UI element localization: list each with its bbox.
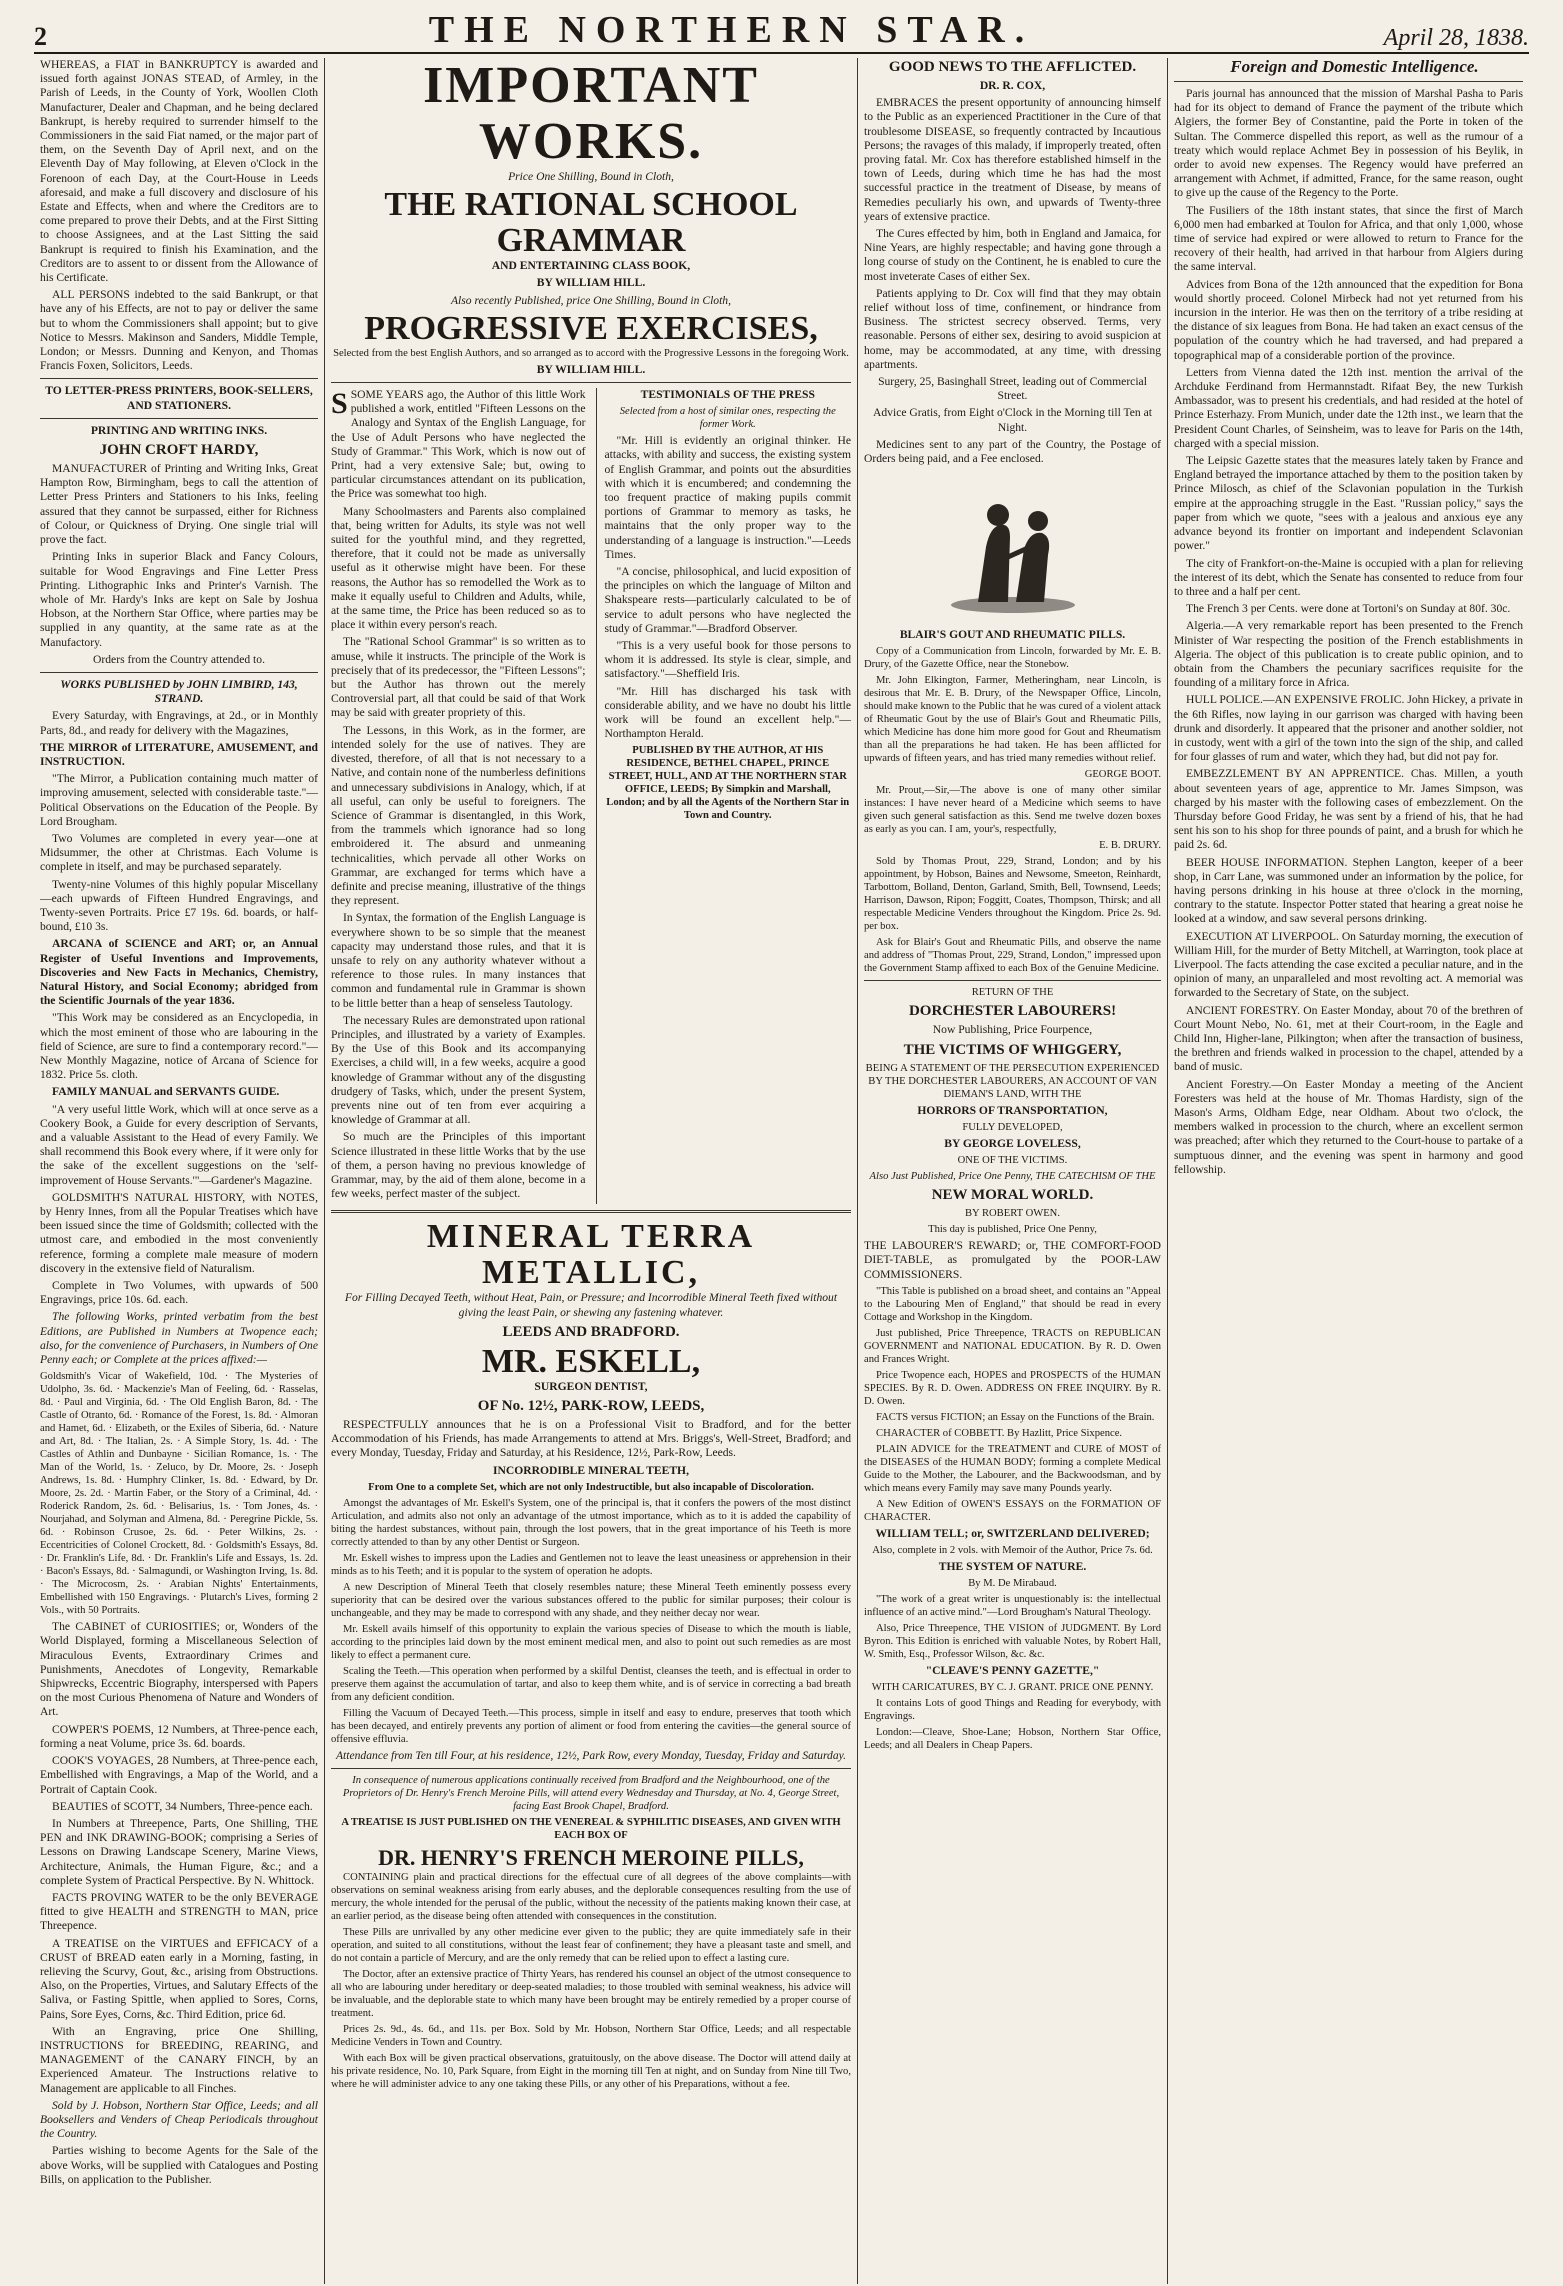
- hill-text-7: So much are the Principles of this important Science illustrated in these little Works that by the use of them, a person having no previous knowledge of Grammar, may, by the aid of them alone, become in a few weeks, perfect master of the subject.: [331, 1130, 586, 1201]
- labourers-pre: This day is published, Price One Penny,: [928, 1224, 1097, 1236]
- foreign-text-6: The city of Frankfort-on-the-Maine is occupied with a plan for relieving the interest of its debt, which the Senate has consented to reduce from four to three and a half per cent.: [1174, 556, 1523, 598]
- goldsmith-text-2: Complete in Two Volumes, with upwards of 500 Engravings, price 10s. 6d. each.: [40, 1279, 318, 1307]
- loveless-sub: ONE OF THE VICTIMS.: [957, 1155, 1068, 1167]
- beer-house: [1174, 856, 1523, 927]
- divider: [331, 382, 851, 383]
- labourers-text: "This Table is published on a broad sheet, and contains an "Appeal to the Labouring Men of England," that should be read in every Cottage and Workshop in the Kingdom.: [864, 1285, 1161, 1323]
- owen-essays: A New Edition of OWEN'S ESSAYS on the FORMATION OF CHARACTER.: [864, 1498, 1161, 1523]
- eskell-text-6: Scaling the Teeth.—This operation when performed by a skilful Dentist, cleanses the teeth, and is effectual in order to preserve them against the accumulation of tartar, and also to keep them white, and is of service in correcting a bad breath from any deficient condition.: [331, 1665, 851, 1703]
- mirror-title: THE MIRROR of LITERATURE, AMUSEMENT, and INSTRUCTION.: [40, 740, 318, 768]
- cleave-title: "CLEAVE'S PENNY GAZETTE,": [925, 1664, 1100, 1678]
- issue-date: April 28, 1838.: [1383, 25, 1529, 51]
- tracts-text: Just published, Price Threepence, TRACTS on REPUBLICAN GOVERNMENT and NATIONAL EDUCATION. By R. D. Owen and Frances Wright.: [864, 1327, 1161, 1365]
- dorchester-heading: DORCHESTER LABOURERS!: [908, 1003, 1117, 1020]
- henry-title: DR. HENRY'S FRENCH MEROINE PILLS,: [378, 1845, 804, 1871]
- cook-text: COOK'S VOYAGES, 28 Numbers, at Three-pence each, Embellished with Engravings, a Map of the World, and a Portrait of Captain Cook.: [40, 1754, 318, 1796]
- hopes-text: Price Twopence each, HOPES and PROSPECTS of the HUMAN SPECIES. By R. D. Owen. ADDRESS ON FREE INQUIRY. By R. D. Owen.: [864, 1369, 1161, 1407]
- cowper-text: COWPER'S POEMS, 12 Numbers, at Three-pence each, forming a neat Volume, price 3s. 6d. boards.: [40, 1722, 318, 1750]
- mirror-text-2: Two Volumes are completed in every year—one at Midsummer, the other at Christmas. Each Volume is complete in itself, and may be purchased separately.: [40, 831, 318, 874]
- list-intro: The following Works, printed verbatim from the best Editions, are Published in Numbers at Twopence each; also, for the convenience of Purchasers, in Numbers of One Penny each; or Complete at the prices affixed:—: [40, 1310, 318, 1367]
- blair-heading: BLAIR'S GOUT AND RHEUMATIC PILLS.: [899, 628, 1126, 642]
- ancient-heading: ANCIENT FORESTRY.: [1186, 1003, 1300, 1017]
- treatise-text: A TREATISE on the VIRTUES and EFFICACY of a CRUST of BREAD eaten early in a Morning, fasting, in relieving the Scurvy, Gout, &c., arising from Obstructions. Also, on the Properties, Virtues, and Salutary Effects of the Saliva, or Fasting Spittle, when applied to Sores, Corns, Pains, Sore Eyes, Corns, &c. Third Edition, price 6d.: [40, 1936, 318, 2021]
- divider: [40, 418, 318, 419]
- important-works-heading: IMPORTANT WORKS.: [423, 58, 759, 170]
- cox-address: Surgery, 25, Basinghall Street, leading out of Commercial Street.: [878, 375, 1147, 403]
- divider: [1174, 81, 1523, 82]
- owen-name: BY ROBERT OWEN.: [964, 1208, 1060, 1220]
- hill-two-column: [331, 388, 851, 1204]
- cox-text-2: The Cures effected by him, both in England and Jamaica, for Nine Years, are highly respectable; and having gone through a long course of study on the Continent, he is enabled to cure the most inveterate Cases of either Sex.: [864, 227, 1161, 283]
- hill-text-1: SSOME YEARS ago, the Author of this little Work published a work, entitled "Fifteen Lessons on the Analogy and Syntax of the English Language, for the Use of Adult Persons who have neglected the Study of Grammar." This Work, which is now out of Print, had a very extensive Sale; but, owing to particular circumstances attendant on its publication, the Price was somewhat too high.: [331, 387, 586, 501]
- illustration-engraving: [884, 472, 1141, 622]
- columns: [34, 58, 1529, 2284]
- published-by: PUBLISHED BY THE AUTHOR, AT HIS RESIDENCE, BETHEL CHAPEL, PRINCE STREET, HULL, AND AT THE NORTHERN STAR OFFICE, LEEDS; By Simpkin and Marshall, London; and by all the Agents of the Northern Star in Town and Country.: [606, 745, 850, 822]
- mineral-sub: For Filling Decayed Teeth, without Heat, Pain, or Pressure; and Incorrodible Mineral Teeth fixed without giving the least Pain, or shewing any fastening whatever.: [344, 1291, 838, 1319]
- column-2: [324, 58, 857, 2284]
- canary-text: With an Engraving, price One Shilling, INSTRUCTIONS for BREEDING, REARING, and MANAGEMENT of the CANARY FINCH, by an Experienced Amateur. The Instructions relative to Management are applicable to all Finches.: [40, 2024, 318, 2095]
- testimonials-sub: Selected from a host of similar ones, respecting the former Work.: [619, 406, 836, 431]
- system-text: "The work of a great writer is unquestionably is: the intellectual influence of an active mind."—Lord Brougham's Natural Theology.: [864, 1594, 1161, 1619]
- cobbett-text: CHARACTER of COBBETT. By Hazlitt, Price Sixpence.: [876, 1427, 1123, 1439]
- henry-text-4: Prices 2s. 9d., 4s. 6d., and 11s. per Box. Sold by Mr. Hobson, Northern Star Office, Leeds; and all respectable Medicine Venders in Town and Country.: [331, 2024, 851, 2049]
- leeds-bradford: LEEDS AND BRADFORD.: [502, 1323, 680, 1340]
- eskell-text-2: Amongst the advantages of Mr. Eskell's System, one of the principal is, that it confers the powers of the most distinct Articulation, and admits also not only an advantage of the utmost importance, which as to it is added the capability of biting the hardest substances, without pain, through the lost powers, that in the great importance of his Teeth is more correctly attended to than by any other Dentist or Surgeon.: [331, 1497, 851, 1548]
- foreign-text-2: The Fusiliers of the 18th instant states, that since the first of March 6,000 men had embarked at Toulon for Africa, and that only 1,000, whose time of service had expired or were allowed to return to France for the recovery of their health, had arrived in that harbour from Algiers during the same interval.: [1174, 203, 1523, 274]
- blair-sig: GEORGE BOOT.: [1084, 769, 1161, 781]
- good-news-heading: GOOD NEWS TO THE AFFLICTED.: [888, 59, 1137, 75]
- author-1: BY WILLIAM HILL.: [536, 276, 646, 290]
- labourers-title: THE LABOURER'S REWARD; or, THE COMFORT-FOOD DIET-TABLE, as promulgated by the POOR-LAW COMMISSIONERS.: [864, 1239, 1161, 1281]
- exercises-price: Also recently Published, price One Shilling, Bound in Cloth,: [450, 293, 732, 307]
- system-title: THE SYSTEM OF NATURE.: [938, 1559, 1087, 1573]
- hull-police: [1174, 693, 1523, 764]
- embezzlement: [1174, 767, 1523, 852]
- hill-text-4: The Lessons, in this Work, as in the former, are intended solely for the use of natives. They are divested, therefore, of all that is not necessary to a Native, and contain none of the numberless definitions and unnecessary subdivisions in Analogy, which, if at all useful, can only be useful to foreigners. The Science of Grammar is disentangled, in this Work, from the trammels which ignorance had so long embroidered it. The absurd and unmeaning technicalities, which pervade all other Works on Grammar, are exchanged for terms which have a definite and precise meaning, illustrative of the things they represent.: [331, 723, 586, 908]
- foreign-text-3: Advices from Bona of the 12th announced that the expedition for Bona would shortly proceed. Colonel Mirbeck had not yet returned from his incursion in the interior. He was then on the territory of a tribe residing at the distance of six leagues from Bona. He had taken an exact census of the population of the country which he had traversed, and had prepared a topographical map of a considerable portion of the province.: [1174, 277, 1523, 362]
- hill-text-2: Many Schoolmasters and Parents also complained that, being written for Adults, its style was not well suited for the youthful mind, and they regretted, therefore, that it could not be made as universally useful as it otherwise might have been. For these reasons, the Author has so remodelled the Work as to make it equally useful to Children and Adults, while, at the same time, the Price has been reduced so as to place it within every person's reach.: [331, 504, 586, 632]
- embezzle-heading: EMBEZZLEMENT BY AN APPRENTICE.: [1186, 767, 1405, 781]
- hardy-text: MANUFACTURER of Printing and Writing Inks, Great Hampton Row, Birmingham, begs to call the attention of Letter Press Printers and Stationers to his Inks, feeling assured that they cannot be surpassed, either for Richness of Colour, or Quickness of Drying. One single trial will prove the fact.: [40, 462, 318, 547]
- ancient-text: On Easter Monday, about 70 of the brethren of Court Mount Nebo, No. 61, met at their Court-room, in the Eagle and Child Inn, Higher-lane, Pilkington; when after the transaction of business, the brethren and friends walked in procession to the chapel, attended by a band of music.: [1174, 1003, 1523, 1074]
- hull-heading: HULL POLICE.—AN EXPENSIVE FROLIC.: [1186, 693, 1405, 707]
- loveless-name: BY GEORGE LOVELESS,: [944, 1136, 1081, 1150]
- blair-text-3: Mr. Prout,—Sir,—The above is one of many other similar instances: I have never heard of a Medicine which seems to have given such general satisfaction as this. Send me twelve dozen boxes as early as you can. I am, your's, respectfully,: [864, 785, 1161, 836]
- cabinet-text: The CABINET of CURIOSITIES; or, Wonders of the World Displayed, forming a Miscellaneous Selection of Miraculous Events, Extraordinary Crimes and Punishments, Anecdotes of Longevity, Remarkable Shipwrecks, Eccentric Biography, interspersed with Papers on the most Curious Phenomena of Nature and Wonders of Art.: [40, 1620, 318, 1719]
- hardy-name: JOHN CROFT HARDY,: [99, 442, 259, 459]
- eskell-address: OF No. 12½, PARK-ROW, LEEDS,: [477, 1398, 705, 1414]
- embezzle-text: Chas. Millen, a youth about seventeen years of age, apprentice to Mr. James Simpson, was charged by his master with the following cases of embezzlement. On the Thursday before Good Friday, he was sent by a friend of his, that he had sent his son to his shop for three pounds of paint, and a brush for which he paid 2s. 6d.: [1174, 767, 1523, 852]
- eskell-name: MR. ESKELL,: [481, 1342, 701, 1380]
- beauties-text: BEAUTIES of SCOTT, 34 Numbers, Three-pence each.: [52, 1799, 313, 1813]
- testimonial-4: "Mr. Hill has discharged his task with considerable ability, and we have no doubt his little work will be found an excellent help."—Northampton Herald.: [604, 684, 851, 741]
- tell-title: WILLIAM TELL; or, SWITZERLAND DELIVERED;: [875, 1526, 1150, 1540]
- sold-text: Sold by J. Hobson, Northern Star Office, Leeds; and all Booksellers and Venders of Cheap Periodicals throughout the Country.: [40, 2098, 318, 2141]
- ancient-forestry: [1174, 1004, 1523, 1075]
- ancient-text-2: Ancient Forestry.—On Easter Monday a meeting of the Ancient Foresters was held at the house of Mr. Thomas Hardisty, sign of the Mason's Arms, Oldham Edge, near Oldham. About two o'clock, the members walked in procession to the church, where an excellent sermon was preached; after which they returned to the Court-house to partake of a sumptuous dinner, and the evening was spent in harmony and good fellowship.: [1174, 1077, 1523, 1176]
- column-4: [1167, 58, 1529, 2284]
- cox-medicine: Medicines sent to any part of the Country, the Postage of Orders being paid, and a Fee enclosed.: [864, 437, 1161, 466]
- divider: [40, 378, 318, 379]
- family-title: FAMILY MANUAL and SERVANTS GUIDE.: [52, 1085, 280, 1099]
- author-2: BY WILLIAM HILL.: [536, 362, 646, 376]
- column-3: [857, 58, 1167, 2284]
- hill-text-6: The necessary Rules are demonstrated upon rational Principles, and illustrated by a variety of Examples. By the Use of this Book and its accompanying Exercises, a child will, in a few weeks, acquire a good knowledge of Grammar without any of the disgusting drudgery of Tasks, which, under the present System, prevents nine out of ten from ever acquiring a knowledge of Grammar at all.: [331, 1013, 586, 1127]
- foreign-text-5: The Leipsic Gazette states that the measures lately taken by France and England betrayed the importance attached by them to the position taken by Prince Milosch, as chief of the Sclavonian population in the Turkish empire at the approaching struggle in the East. "Russian policy," says the paper from which we quote, "sees with a jealous and anxious eye any advance beyond its frontier on important and independent Sclavonian power.": [1174, 454, 1523, 553]
- dr-cox-name: DR. R. COX,: [979, 79, 1046, 92]
- foreign-text-7: Algeria.—A very remarkable report has been presented to the French Minister of War respecting the position of the French establishments in Algeria. The object of this publication is to create public opinion, and to obtain from the Chambers the pecuniary sacrifices requisite for the founding of a military force in Africa.: [1174, 619, 1523, 690]
- progressive-exercises-title: PROGRESSIVE EXERCISES,: [364, 309, 818, 347]
- newspaper-title: THE NORTHERN STAR.: [428, 9, 1035, 51]
- cleave-text: It contains Lots of good Things and Reading for everybody, with Engravings.: [864, 1698, 1161, 1723]
- london-agents: London:—Cleave, Shoe-Lane; Hobson, Northern Star Office, Leeds; and all Dealers in Cheap Papers.: [864, 1727, 1161, 1752]
- eskell-text-3: Mr. Eskell wishes to impress upon the Ladies and Gentlemen not to leave the least uneasiness or apprehension in their minds as to his Teeth; and it is popular to the system of operation he adopts.: [331, 1552, 851, 1577]
- cleave-sub: WITH CARICATURES, BY C. J. GRANT. PRICE ONE PENNY.: [871, 1682, 1154, 1694]
- execution-heading: EXECUTION AT LIVERPOOL.: [1186, 929, 1339, 943]
- horrors-sub: FULLY DEVELOPED,: [962, 1121, 1063, 1133]
- book-list: Goldsmith's Vicar of Wakefield, 10d. · The Mysteries of Udolpho, 3s. 6d. · Mackenzie's Man of Feeling, 6d. · Rasselas, 8d. · Paul and Virginia, 6d. · The Old English Baron, 8d. · The Castle of Otranto, 6d. · Romance of the Forest, 1s. 8d. · Almoran and Hamet, 6d. · Elizabeth, or the Exiles of Siberia, 6d. · Nature and Art, 8d. · The Italian, 2s. · A Simple Story, 1s. 4d. · The Castles of Athlin and Dunbayne · Sicilian Romance, 1s. · The Man of the World, 1s. · Zeluco, by Dr. Moore, 2s. · Joseph Andrews, 1s. 8d. · Humphry Clinker, 1s. 8d. · Edward, by Dr. Moore, 2s. 2d. · Martin Faber, or the Story of a Criminal, 4d. · Roderick Random, 2s. 6d. · Belisarius, 1s. · Tom Jones, 4s. · Nourjahad, and Solyman and Almena, 8d. · Peregrine Pickle, 5s. 6d. · Robinson Crusoe, 2s. 6d. · Peter Wilkins, 2s. · Eccentricities of Colonel Crockett, 8d. · Goldsmith's Essays, 8d. · Dr. Franklin's Life, 8d. · Dr. Franklin's Life and Essays, 1s. 2d. · Bacon's Essays, 8d. · Salmagundi, or Washington Irving, 1s. 8d. · The Microcosm, 2s. · Arabian Nights' Entertainments, Embellished with 150 Engravings. · Plutarch's Lives, forming 2 Vols., with 50 Portraits.: [40, 1371, 318, 1617]
- eskell-text-5: Mr. Eskell avails himself of this opportunity to explain the various species of Disease to which the mouth is liable, according to the principles laid down by the most eminent medical men, and also to point out such remedies as are most likely to effect a permanent cure.: [331, 1623, 851, 1661]
- blair-text-4: Sold by Thomas Prout, 229, Strand, London; and by his appointment, by Hobson, Baines and Newsome, Smeeton, Reinhardt, Tarbottom, Bolland, Denton, Garland, Smith, Bell, Townsend, Leeds; Harrison, Dawson, Ripon; Foggitt, Coates, Thompson, Thirsk; and all respectable Medicine Venders throughout the Kingdom. Price 2s. 9d. per box.: [864, 856, 1161, 933]
- blair-text-2: Mr. John Elkington, Farmer, Metheringham, near Lincoln, is desirous that Mr. E. B. Drury, of the Newspaper Office, Lincoln, should make known to the Public that he was cured of a violent attack of Rheumatic Gout by the use of Blair's Gout and Rheumatic Pills, which Medicine has done him more good for Gout and Rheumatism than all the preparations he had taken. He has been afflicted for upwards of fifteen years, and has tried many remedies without relief.: [864, 675, 1161, 765]
- bankrupt-notice: WHEREAS, a FIAT in BANKRUPTCY is awarded and issued forth against JONAS STEAD, of Armley, in the Parish of Leeds, in the County of York, Woollen Cloth Manufacturer, Dealer and Chapman, and he being declared Bankrupt, is hereby required to surrender himself to the Commissioners in the said Fiat named, or the major part of them, on the Seventh Day of April next, and on the Eleventh Day of May following, at Eleven o'Clock in the Forenoon of each Day, at the Court-House in Leeds aforesaid, and make a full discovery and disclosure of his Estate and Effects, when and where the Creditors are to come prepared to prove their Debts, and at the First Sitting to choose Assignees, and at the Last Sitting the said Bankrupt is required to finish his Examination, and the Creditors are to assent to or dissent from the Allowance of his Certificate.: [40, 58, 318, 285]
- cox-hours: Advice Gratis, from Eight o'Clock in the Morning till Ten at Night.: [873, 406, 1152, 434]
- execution-text: On Saturday morning, the execution of William Hill, for the murder of Betty Mitchell, at Warrington, took place at Liverpool. The facts attending the case excited a peculiar nature, and in the opinion of many, an unparalleled and most revolting act. A memorial was forwarded to the Secretary of State, on the subject.: [1174, 929, 1524, 1000]
- divider: [331, 1768, 851, 1769]
- arcana-title: ARCANA of SCIENCE and ART; or, an Annual Register of Useful Inventions and Improvements, Discoveries and New Facts in Mechanics, Chemistry, Natural History, and Social Economy; abridged from the Scientific Journals of the year 1836.: [40, 937, 318, 1008]
- testimonial-1: "Mr. Hill is evidently an original thinker. He attacks, with ability and success, the existing system of English Grammar, and points out the absurdities with which it is encumbered; and condemning the too frequent practice of making pupils commit portions of Grammar to memory as tasks, he maintains that the only proper way to the understanding of a language is instruction."—Leeds Times.: [604, 434, 851, 561]
- testimonials-heading: TESTIMONIALS OF THE PRESS: [640, 388, 815, 402]
- foreign-text: Paris journal has announced that the mission of Marshal Pasha to Paris had for its object to demand of France the payment of the tribute which Algiers, the former Bey of Constantine, paid the Porte in token of the Sultan. The Commerce dispelled this report, as well as the rumour of a treaty which would replace Achmet Bey in possession of his Beylik, in order to avoid new expenses. The Regency would have preferred an arrangement with Achmet, if admitted, France, for the same reason, ought to give up the cause of the Regency to the Porte.: [1174, 87, 1523, 200]
- eskell-attendance: Attendance from Ten till Four, at his residence, 12½, Park Row, every Monday, Tuesday, Friday and Saturday.: [335, 1748, 847, 1762]
- incorrodible-sub: From One to a complete Set, which are not only Indestructible, but also incapable of Discoloration.: [368, 1481, 814, 1493]
- beer-heading: BEER HOUSE INFORMATION.: [1186, 855, 1348, 869]
- eskell-text: RESPECTFULLY announces that he is on a Professional Visit to Bradford, and for the better Accommodation of his Friends, has made Arrangements to attend at Mrs. Briggs's, Well-Street, Bradford; and every Monday, Tuesday, Friday and Saturday, at his Residence, 12½, Park-Row, Leeds.: [331, 1418, 851, 1460]
- page-number: 2: [34, 22, 47, 51]
- divider: [864, 980, 1161, 981]
- goldsmith-text: GOLDSMITH'S NATURAL HISTORY, with NOTES, by Henry Innes, from all the Popular Treatises which have been issued since the time of Goldsmith; collected with the utmost care, and embodied in the most conveniently reference, forming a complete male measure of modern discovery in the extensive field of Naturalism.: [40, 1190, 318, 1275]
- dropcap-s: S: [331, 387, 348, 421]
- henry-text-3: The Doctor, after an extensive practice of Thirty Years, has rendered his counsel an object of the utmost consequence to all who are labouring under hereditary or deep-seated maladies; to those troubled with seminal weakness, his advice will be invaluable, and the deplorable state to which many have been brought may be entirely remedied by a proper course of treatment.: [331, 1969, 851, 2020]
- cox-text-3: Patients applying to Dr. Cox will find that they may obtain relief without loss of time, confinement, or hindrance from Business. The strictest secrecy observed. Terms, very reasonable. Persons of either sex, desiring to avoid suspicion at home, may be accommodated, at any time, with dressing apartments.: [864, 286, 1161, 371]
- victims-sub: BEING A STATEMENT OF THE PERSECUTION EXPERIENCED BY THE DORCHESTER LABOURERS, AN ACCOUNT OF VAN DIEMAN'S LAND, WITH THE: [865, 1062, 1160, 1100]
- column-1: [34, 58, 324, 2284]
- hardy-text-2: Printing Inks in superior Black and Fancy Colours, suitable for Wood Engravings and Fine Letter Press Printing. Lithographic Inks and Printer's Varnish. The whole of Mr. Hardy's Inks are kept on Sale by Joshua Hobson, at the Northern Star Office, where parties may be supplied in any quantity, at the same rate as at the Manufactory.: [40, 550, 318, 649]
- dorchester-pre: RETURN OF THE: [971, 987, 1054, 999]
- grammar-price: Price One Shilling, Bound in Cloth,: [508, 170, 674, 183]
- testimonial-3: "This is a very useful book for those persons to whom it is addressed. Its style is clear, simple, and satisfactory."—Sheffield Iris.: [604, 639, 851, 681]
- funds-text: The French 3 per Cents. were done at Tortoni's on Sunday at 80f. 30c.: [1186, 602, 1511, 616]
- mirror-text: "The Mirror, a Publication containing much matter of improving amusement, selected with considerable taste."—Political Observations on the Education of the People. By Lord Brougham.: [40, 772, 318, 828]
- exercises-selected: Selected from the best English Authors, and so arranged as to accord with the Progressive Lessons in the foregoing Work.: [333, 347, 849, 359]
- facts-text: FACTS PROVING WATER to be the only BEVERAGE fitted to give HEALTH and STRENGTH to MAN, price Threepence.: [40, 1890, 318, 1933]
- foreign-text-4: Letters from Vienna dated the 12th inst. mention the arrival of the Archduke Ferdinand from Hermannstadt. Rifaat Bey, the new Turkish Ambassador, was to present his credentials, and had resided at the hotel of Prince Esterhazy. From Munich, under date the 12th inst., we learn that the President Count Charles, of Seinsheim, was to leave for Paris on the 14th, charged with a special mission.: [1174, 365, 1523, 450]
- facts-fiction: FACTS versus FICTION; an Essay on the Functions of the Brain.: [876, 1411, 1155, 1423]
- blair-text-5: Ask for Blair's Gout and Rheumatic Pills, and observe the name and address of "Thomas Prout, 229, Strand, London," impressed upon the Government Stamp affixed to each Box of the Genuine Medicine.: [864, 937, 1161, 975]
- inks-heading: PRINTING AND WRITING INKS.: [90, 423, 268, 437]
- hardy-text-3: Orders from the Country attended to.: [93, 652, 265, 666]
- divider: [331, 1210, 851, 1213]
- masthead: [34, 6, 1529, 54]
- hill-left: [331, 388, 586, 1204]
- blair-sig-2: E. B. DRURY.: [1099, 840, 1161, 852]
- henry-text-5: With each Box will be given practical observations, gratuitously, on the above disease. The Doctor will attend daily at his private residence, No. 10, Park Square, from Eight in the morning till Ten at night, and on Sunday from Nine till Two, where he will administer advice to any one taking these Pills, or any other of his Preparations, without a fee.: [331, 2053, 851, 2091]
- horrors-title: HORRORS OF TRANSPORTATION,: [917, 1103, 1108, 1117]
- treatise-heading: A TREATISE IS JUST PUBLISHED ON THE VENEREAL & SYPHILITIC DISEASES, AND GIVEN WITH EACH BOX OF: [341, 1817, 841, 1842]
- foreign-heading: Foreign and Domestic Intelligence.: [1230, 58, 1479, 76]
- eskell-text-7: Filling the Vacuum of Decayed Teeth.—This process, simple in itself and easy to endure, preserves that tooth which has been decayed, and entirely prevents any portion of aliment or food from entering the cavities—the general source of offensive effluvia.: [331, 1707, 851, 1745]
- eskell-text-4: A new Description of Mineral Teeth that closely resembles nature; these Mineral Teeth eminently possess every superiority that can be desired over the various substances offered to the public for similar purposes; their colour is unchangeable, and they may be made to correspond with any shade, and they neither decay nor wear.: [331, 1581, 851, 1619]
- blair-text: Copy of a Communication from Lincoln, forwarded by Mr. E. B. Drury, of the Gazette Office, near the Stonebow.: [864, 646, 1161, 671]
- victims-title: THE VICTIMS OF WHIGGERY,: [903, 1041, 1122, 1058]
- mineral-heading: MINERAL TERRA METALLIC,: [426, 1218, 756, 1292]
- arcana-text: "This Work may be considered as an Encyclopedia, in which the most eminent of those who are labouring in the field of Science, are sure to find a contemporary record."—New Monthly Magazine, notice of Arcana of Science for 1832. Price 5s. cloth.: [40, 1011, 318, 1082]
- testimonial-2: "A concise, philosophical, and lucid exposition of the principles on which the language of Milton and Shakspeare rests—particularly calculated to be of service to adult persons who have neglected the study of Grammar."—Bradford Observer.: [604, 565, 851, 635]
- catechism-pre: Also Just Published, Price One Penny, THE CATECHISM OF THE: [869, 1171, 1156, 1183]
- dorchester-sub: Now Publishing, Price Fourpence,: [932, 1023, 1093, 1037]
- limbird-text: Every Saturday, with Engravings, at 2d., or in Monthly Parts, 8d., and ready for delivery with the Magazines,: [40, 709, 318, 737]
- plain-advice: PLAIN ADVICE for the TREATMENT and CURE of MOST of the DISEASES of the HUMAN BODY; forming a complete Medical Guide to the Mother, the Labourer, and the Backwoodsman, and by which means every Family may save many Pounds yearly.: [864, 1443, 1161, 1494]
- hill-right: [596, 388, 852, 1204]
- execution: [1174, 930, 1523, 1001]
- mirror-text-3: Twenty-nine Volumes of this highly popular Miscellany—each upwards of Fifteen Hundred Engravings, and Twenty-seven Portraits. Price £7 19s. 6d. boards, or half-bound, £10 3s.: [40, 877, 318, 934]
- cox-text: EMBRACES the present opportunity of announcing himself to the Public as an experienced Practitioner in the Cure of that troublesome DISEASE, so frequently contracted by Incautious Persons; the ravages of this malady, if improperly treated, often proving fatal. Mr. Cox has therefore established himself in the town of Leeds, during which time he has had the most successful practice in the treatment of Disease, by means of Remedies peculiarly his own, and upwards of Twenty-three years of extensive practice.: [864, 96, 1161, 223]
- hill-text-3: The "Rational School Grammar" is so written as to amuse, while it instructs. The principle of the Work is precisely that of its predecessor, the "Fifteen Lessons"; but the Author has thrown out the merely Controversial part, all that could be said of that Work may be said with greater propriety of this.: [331, 635, 586, 720]
- figures-engraving-icon: [938, 477, 1088, 617]
- new-moral-world: NEW MORAL WORLD.: [931, 1187, 1094, 1204]
- incorrodible-heading: INCORRODIBLE MINERAL TEETH,: [493, 1463, 689, 1477]
- henry-intro: In consequence of numerous applications continually received from Bradford and the Neighbourhood, one of the Proprietors of Dr. Henry's French Meroine Pills, will attend every Wednesday and Thursday, at No. 4, George Street, facing East Brook Chapel, Bradford.: [342, 1775, 840, 1813]
- divider: [40, 672, 318, 673]
- bankrupt-notice-2: ALL PERSONS indebted to the said Bankrupt, or that have any of his Effects, are not to pay or deliver the same but to whom the Commissioners shall appoint; but to give Notice to Messrs. Makinson and Sanders, Middle Temple, London; or Messrs. Dunning and Kenyon, and Thomas Francis Foxen, Solicitors, Leeds.: [40, 288, 318, 373]
- limbird-heading: WORKS PUBLISHED by JOHN LIMBIRD, 143, STRAND.: [60, 677, 298, 706]
- class-book-title: AND ENTERTAINING CLASS BOOK,: [491, 259, 691, 273]
- vision-text: Also, Price Threepence, THE VISION of JUDGMENT. By Lord Byron. This Edition is enriched with valuable Notes, by Robert Hall, W. Smith, Esq., Professor Wilson, &c. &c.: [864, 1623, 1161, 1661]
- beer-text: Stephen Langton, keeper of a beer shop, in Carr Lane, was summoned under an information by the police, for having persons drinking in his house at three o'clock in the morning, contrary to the statute. Inspector Potter stated that hearing a great noise he looked at a window, and saw several persons drinking.: [1174, 855, 1524, 926]
- grammar-title: THE RATIONAL SCHOOL GRAMMAR: [384, 186, 798, 260]
- hill-text-5: In Syntax, the formation of the English Language is everywhere shown to be so simple that the meanest capacity may understand those rules, and that it is unsafe to rely on any authority whatever without a reference to those rules. In many instances that common and fundamental rule in Grammar is shown to be little better than a heap of senseless Tautology.: [331, 911, 586, 1010]
- family-text: "A very useful little Work, which will at once serve as a Cookery Book, a Guide for every description of Servants, and a valuable Assistant to the Head of every Family. We shall recommend this Book every where, if it were only for the sake of the excellent suggestions on the 'self-improvement of House Servants.'"—Gardener's Magazine.: [40, 1102, 318, 1187]
- henry-text-2: These Pills are unrivalled by any other medicine ever given to the public; they are quite immediately safe in their operation, and suited to all constitutions, without the least fear of confinement; they have a pleasant taste and smell, and do not contain a particle of Mercury, and are the only remedy that can be relied upon to effect a lasting cure.: [331, 1927, 851, 1965]
- pen-ink-text: In Numbers at Threepence, Parts, One Shilling, THE PEN and INK DRAWING-BOOK; comprising a Series of Lessons on Drawing Landscape Scenery, Marine Views, Architecture, Animals, the Human Figure, &c.; and a complete System of Practical Perspective. By N. Whittock.: [40, 1816, 318, 1887]
- printers-heading: TO LETTER-PRESS PRINTERS, BOOK-SELLERS, AND STATIONERS.: [45, 384, 313, 412]
- mirabaud: By M. De Mirabaud.: [968, 1578, 1057, 1590]
- surgeon-dentist: SURGEON DENTIST,: [534, 1379, 648, 1393]
- hull-text: John Hickey, a private in the 6th Rifles, now laying in our garrison was charged with having been drunk and disorderly. It appeared that the prisoner and another soldier, not in custody, went with a girl of the town into the sign of the ship, and called for four glasses of rum and water, which they had, but did not pay for.: [1174, 693, 1523, 764]
- henry-text: CONTAINING plain and practical directions for the effectual cure of all degrees of the above complaints—with observations on seminal weakness arising from early abuses, and the deplorable consequences resulting from the use of mercury, the whole intended for the perusal of the public, without the necessity of the patients making known their case, at an earlier period, as the disease being often attended with consequences in the constitution.: [331, 1872, 851, 1923]
- agents-text: Parties wishing to become Agents for the Sale of the above Works, will be supplied with Catalogues and Posting Bills, on application to the Publisher.: [40, 2144, 318, 2186]
- tell-sub: Also, complete in 2 vols. with Memoir of the Author, Price 7s. 6d.: [872, 1544, 1153, 1556]
